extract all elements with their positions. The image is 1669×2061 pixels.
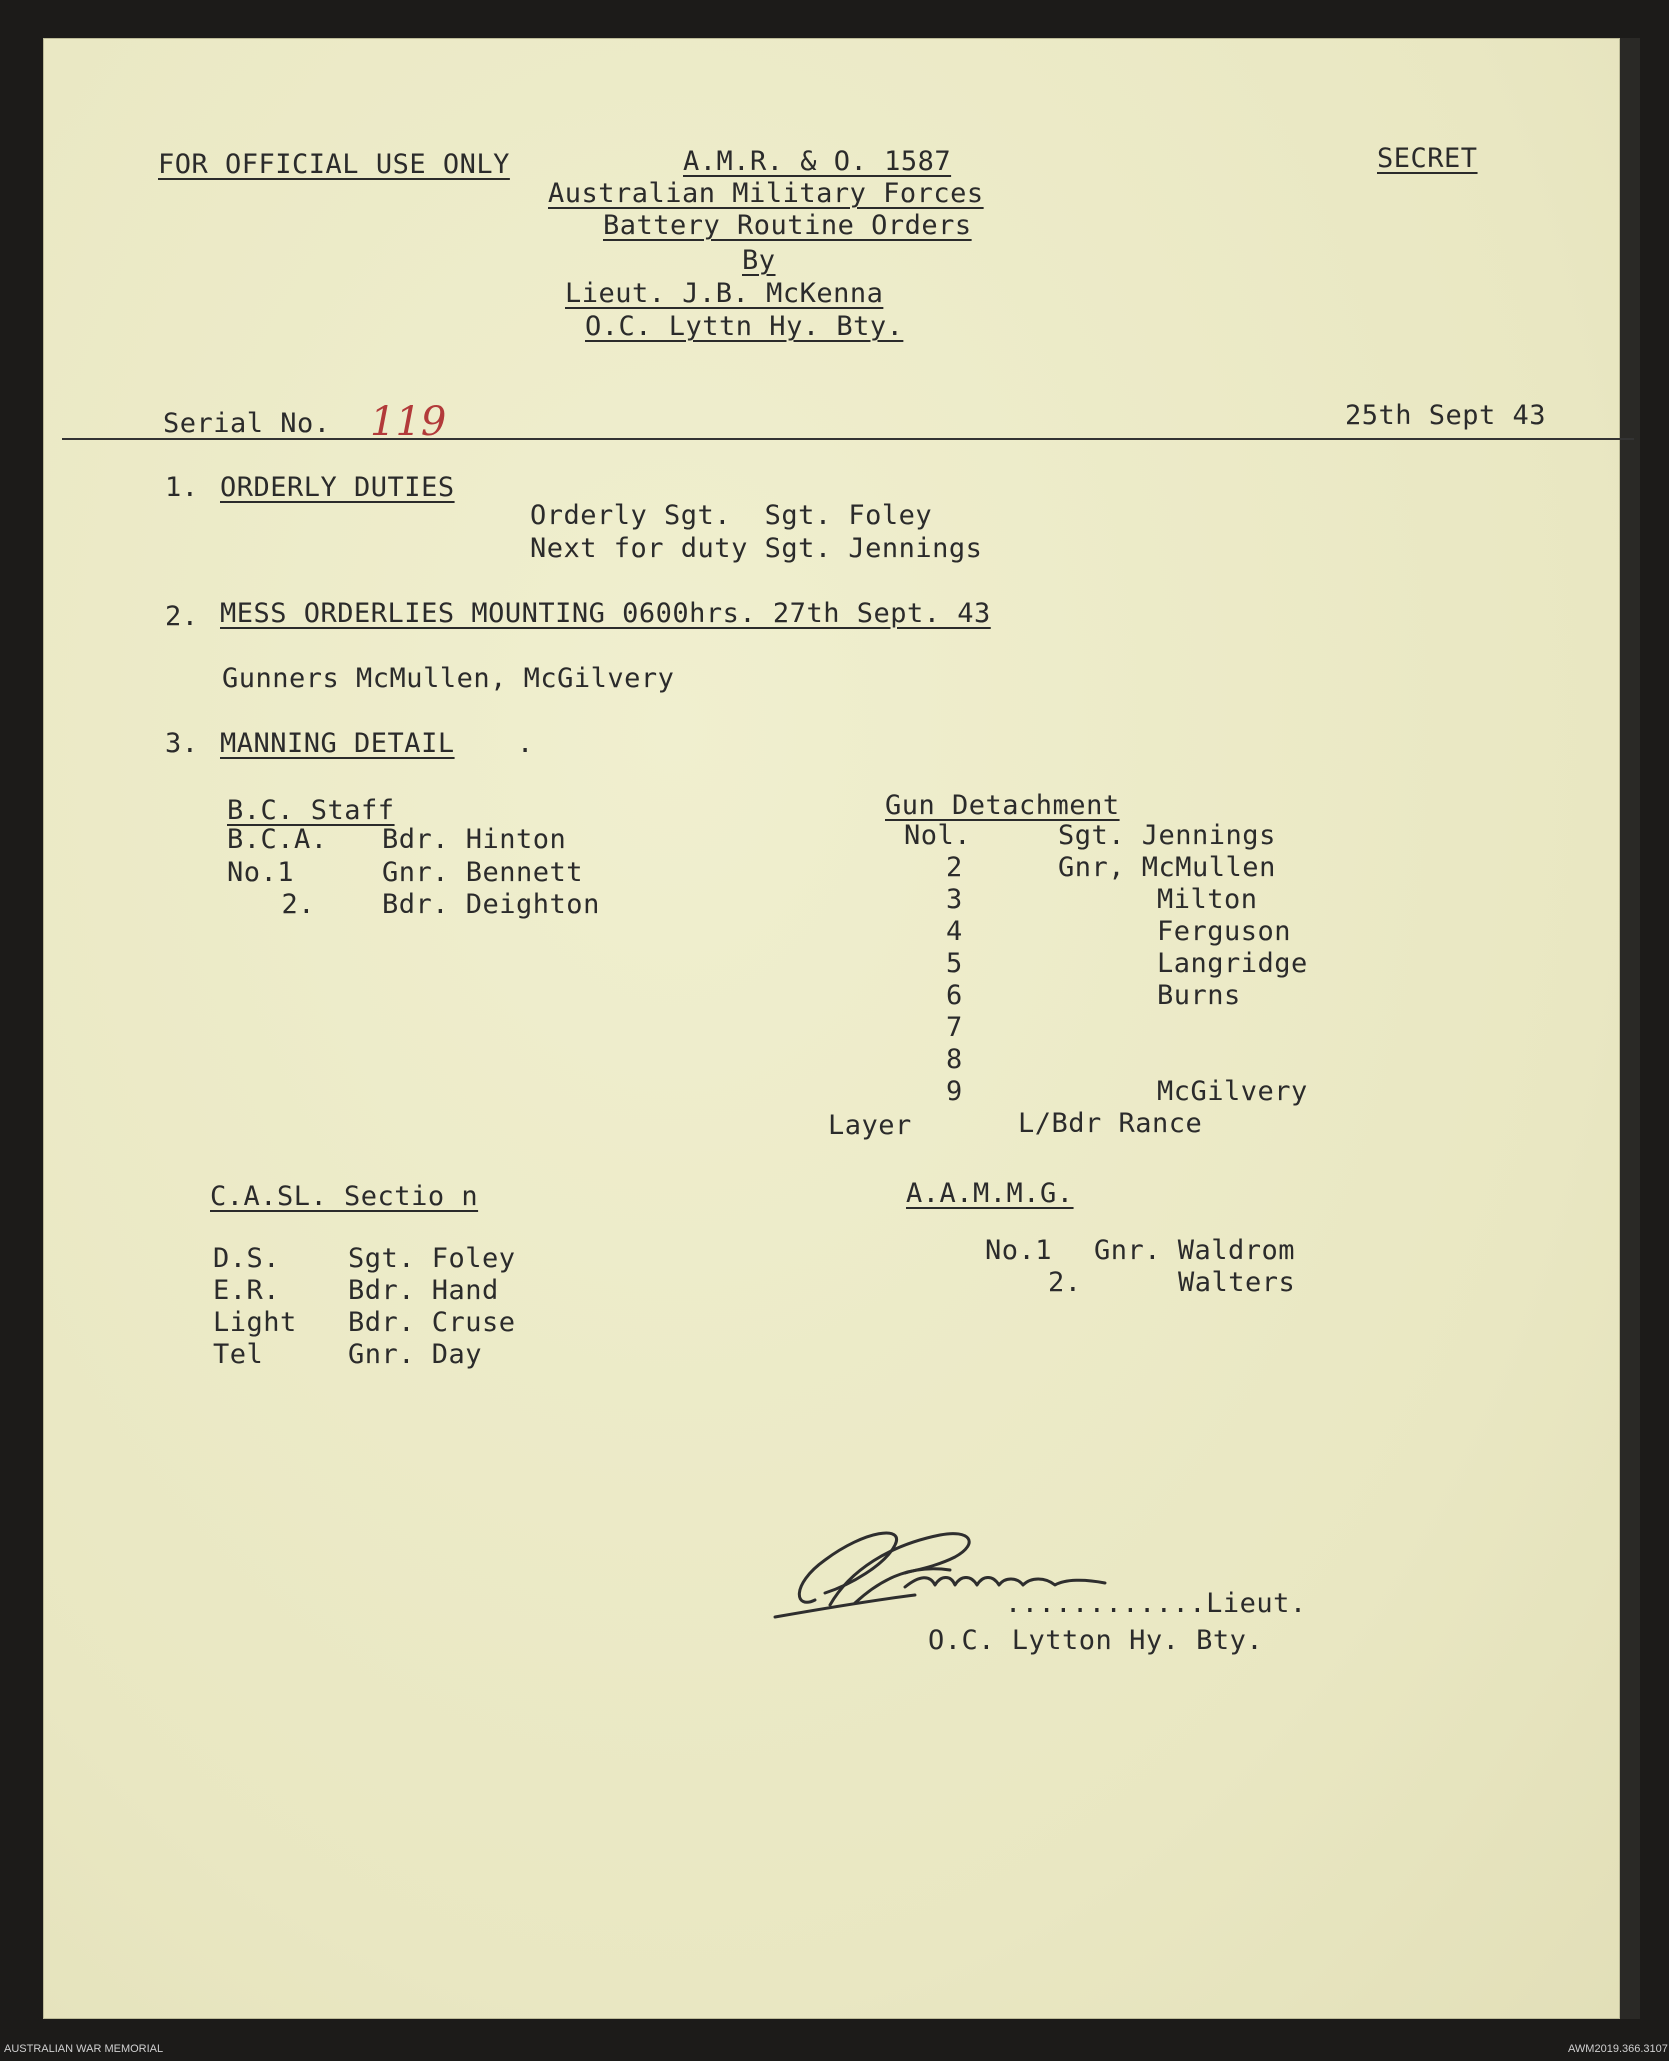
gun-detachment-title: Gun Detachment	[885, 790, 1120, 821]
gun-no-7: 7	[946, 1012, 963, 1043]
aammg-title: A.A.M.M.G.	[906, 1178, 1074, 1209]
gun-no-6: 6	[946, 980, 963, 1011]
layer-label: Layer	[828, 1110, 912, 1141]
item2-line: Gunners McMullen, McGilvery	[222, 663, 675, 694]
serial-date: 25th Sept 43	[1345, 400, 1547, 431]
serial-number-handwritten: 119	[370, 399, 447, 445]
bc-staff-name-2: Gnr. Bennett	[382, 857, 584, 888]
gun-name-9: McGilvery	[1157, 1076, 1308, 1107]
item3-trailing: .	[517, 728, 534, 759]
serial-rule	[62, 438, 1634, 440]
gun-name-6: Burns	[1157, 980, 1241, 1011]
reference-number: A.M.R. & O. 1587	[683, 146, 952, 177]
footer-right: AWM2019.366.3107	[1568, 2043, 1668, 2055]
item2-heading: MESS ORDERLIES MOUNTING 0600hrs. 27th Sept. 43	[220, 598, 991, 629]
item1-heading: ORDERLY DUTIES	[220, 472, 455, 503]
casl-name-2: Bdr. Hand	[348, 1275, 499, 1306]
casl-name-3: Bdr. Cruse	[348, 1307, 516, 1338]
signature-line-1: ............Lieut.	[1005, 1588, 1307, 1619]
gun-name-1: Sgt. Jennings	[1058, 820, 1276, 851]
title-line-4: Lieut. J.B. McKenna	[565, 278, 884, 309]
gun-no-2: 2	[946, 852, 963, 883]
signature-line-2: O.C. Lytton Hy. Bty.	[928, 1625, 1264, 1656]
item3-heading: MANNING DETAIL	[220, 728, 455, 759]
aammg-name-1: Gnr. Waldrom	[1094, 1235, 1296, 1266]
casl-name-4: Gnr. Day	[348, 1339, 483, 1370]
gun-no-5: 5	[946, 948, 963, 979]
casl-section-title: C.A.SL. Sectio n	[210, 1181, 479, 1212]
dark-backing-strip	[1620, 38, 1640, 2019]
aammg-no-2: 2.	[1048, 1267, 1082, 1298]
layer-name: L/Bdr Rance	[1018, 1108, 1203, 1139]
casl-name-1: Sgt. Foley	[348, 1243, 516, 1274]
footer-left: AUSTRALIAN WAR MEMORIAL	[4, 2043, 164, 2055]
title-line-1: Australian Military Forces	[548, 178, 984, 209]
aammg-name-2: Walters	[1178, 1267, 1296, 1298]
bc-staff-name-1: Bdr. Hinton	[382, 824, 567, 855]
item1-line-1: Orderly Sgt. Sgt. Foley	[530, 500, 933, 531]
bc-staff-role-3: 2.	[248, 889, 316, 920]
item1-line-2: Next for duty Sgt. Jennings	[530, 533, 983, 564]
title-line-3: By	[742, 245, 776, 276]
casl-role-2: E.R.	[213, 1275, 281, 1306]
gun-no-9: 9	[946, 1076, 963, 1107]
gun-name-2: Gnr, McMullen	[1058, 852, 1276, 883]
classification-right: SECRET	[1377, 143, 1478, 174]
item1-number: 1.	[165, 472, 199, 503]
gun-name-5: Langridge	[1157, 948, 1308, 979]
bc-staff-title: B.C. Staff	[227, 795, 395, 826]
gun-no-1: Nol.	[904, 820, 972, 851]
item2-number: 2.	[165, 601, 199, 632]
bc-staff-role-1: B.C.A.	[227, 824, 328, 855]
classification-left: FOR OFFICIAL USE ONLY	[158, 149, 510, 180]
serial-label: Serial No.	[163, 408, 331, 439]
gun-name-4: Ferguson	[1157, 916, 1292, 947]
gun-no-3: 3	[946, 884, 963, 915]
casl-role-4: Tel	[213, 1339, 264, 1370]
aammg-no-1: No.1	[985, 1235, 1053, 1266]
gun-name-3: Milton	[1157, 884, 1258, 915]
casl-role-1: D.S.	[213, 1243, 281, 1274]
bc-staff-name-3: Bdr. Deighton	[382, 889, 600, 920]
gun-no-8: 8	[946, 1044, 963, 1075]
title-line-2: Battery Routine Orders	[603, 210, 972, 241]
title-line-5: O.C. Lyttn Hy. Bty.	[585, 311, 904, 342]
bc-staff-role-2: No.1	[227, 857, 295, 888]
item3-number: 3.	[165, 728, 199, 759]
gun-no-4: 4	[946, 916, 963, 947]
casl-role-3: Light	[213, 1307, 297, 1338]
